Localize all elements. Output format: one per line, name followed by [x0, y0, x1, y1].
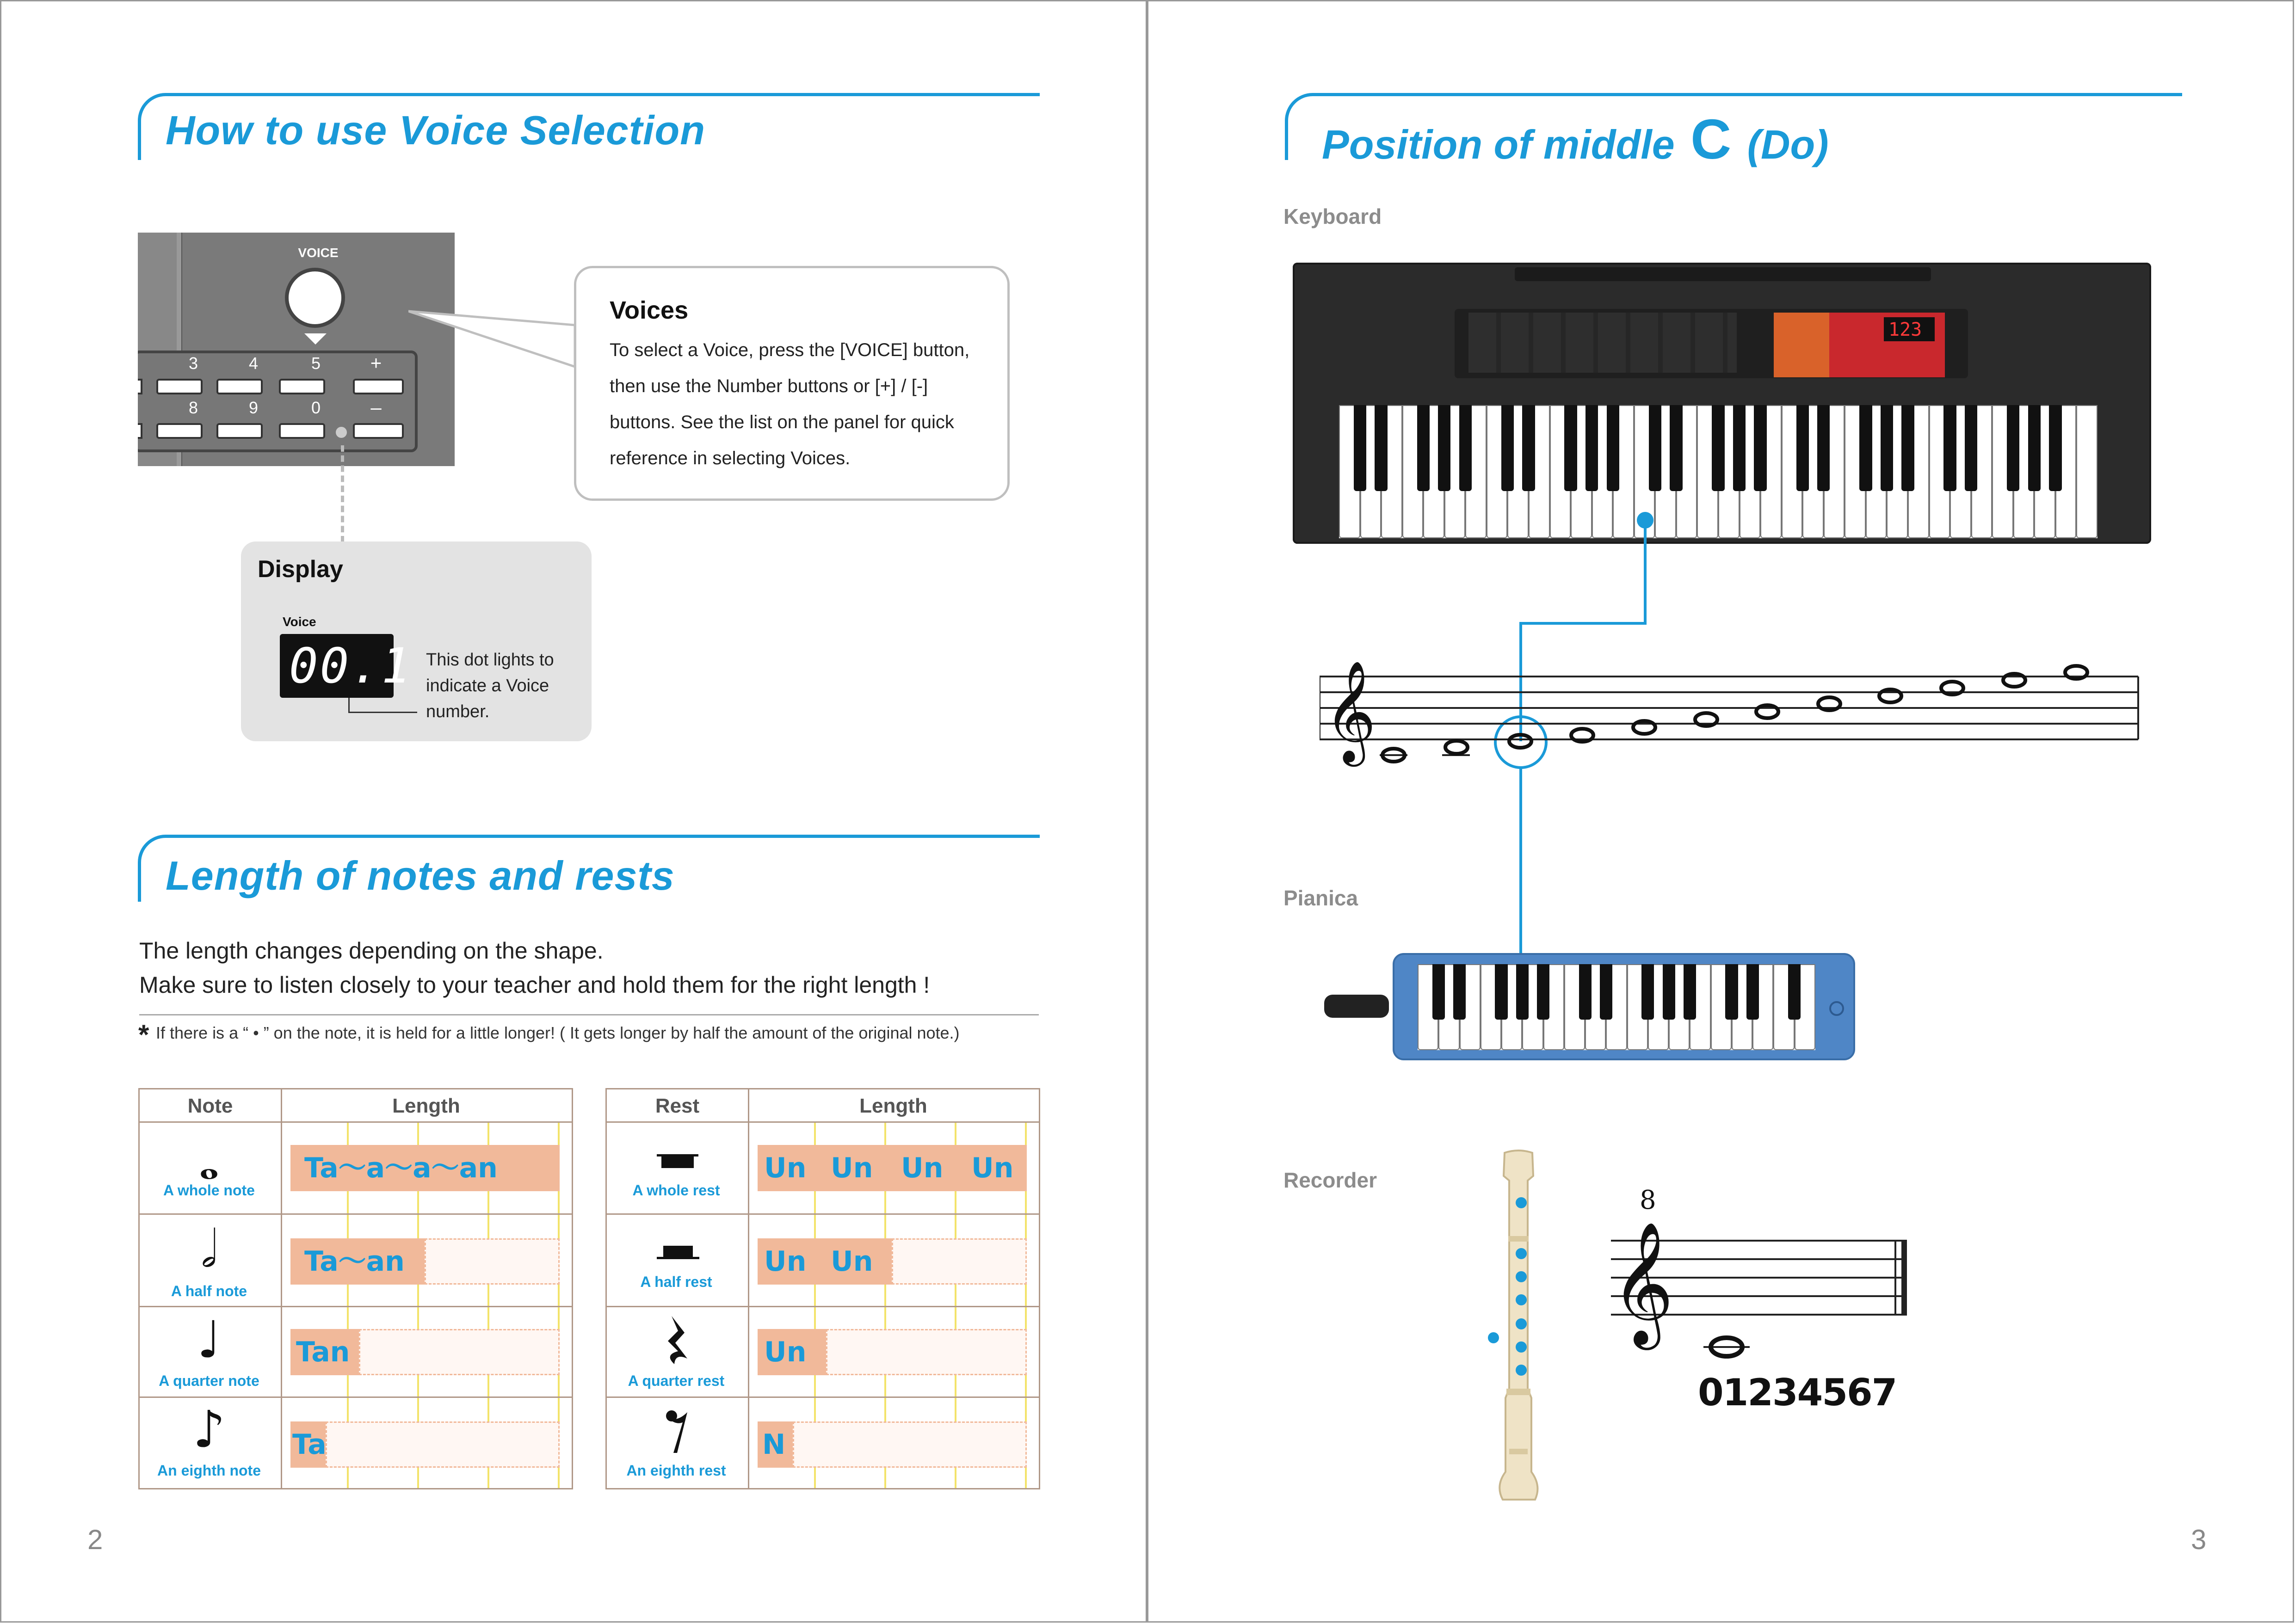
number-8-label: 8 [188, 398, 198, 417]
pianica-label: Pianica [1283, 886, 1358, 910]
number-button-2[interactable] [138, 379, 142, 394]
minus-label: – [370, 396, 382, 418]
eighth-rest-text: N [762, 1428, 786, 1461]
quarter-rest-text: Un [764, 1336, 807, 1368]
half-note-length-text: Ta〜an [304, 1245, 405, 1278]
half-rest-symbol [663, 1246, 693, 1258]
callout-pointer [408, 297, 584, 390]
number-0-label: 0 [311, 398, 321, 417]
number-button-3[interactable] [156, 379, 203, 394]
keyboard-display-digits: 123 [1888, 319, 1922, 340]
black-key [1579, 964, 1592, 1020]
plus-label: + [370, 352, 382, 374]
pianica-illustration [1393, 953, 1855, 1060]
whole-rest-text-2: Un [831, 1152, 873, 1184]
half-rest-label: A half rest [640, 1273, 712, 1290]
plus-button[interactable] [353, 379, 404, 394]
quarter-rest-symbol [661, 1314, 694, 1370]
whole-note-length-text: Ta〜a〜a〜an [304, 1152, 498, 1184]
number-9-label: 9 [248, 398, 259, 417]
treble-staff [1320, 649, 2245, 769]
number-button-9[interactable] [216, 423, 263, 439]
voices-callout [574, 266, 1010, 501]
eighth-rest-symbol [664, 1409, 692, 1455]
quarter-note-label: A quarter note [159, 1372, 259, 1389]
pianica-mouthpiece [1324, 995, 1389, 1018]
whole-rest-label: A whole rest [632, 1182, 720, 1199]
triangle-down-icon [304, 333, 327, 344]
footnote-mark: * [138, 1019, 149, 1050]
quarter-rest-label: A quarter rest [628, 1372, 725, 1389]
eighth-note-rest-space [326, 1421, 560, 1468]
number-5-label: 5 [311, 354, 321, 373]
voice-panel-illustration [138, 233, 455, 466]
display-box [241, 541, 592, 741]
black-key [1641, 964, 1654, 1020]
black-key [1663, 964, 1675, 1020]
black-key [1453, 964, 1466, 1020]
fingering-numbers: 01234567 [1698, 1371, 1897, 1414]
eighth-rest-label: An eighth rest [626, 1462, 726, 1479]
half-note-symbol: 𝅗𝅥 [201, 1219, 217, 1279]
black-key [1788, 964, 1801, 1020]
led-display [280, 634, 413, 698]
whole-note-symbol: 𝅝 [199, 1132, 219, 1191]
number-button-7[interactable] [138, 423, 142, 439]
black-key [1684, 964, 1696, 1020]
display-dot-leader [348, 698, 417, 713]
recorder-illustration [1481, 1148, 1555, 1509]
half-rest-text-1: Un [764, 1245, 807, 1278]
page-number-right: 3 [2191, 1524, 2207, 1555]
whole-rest-text-1: Un [764, 1152, 807, 1184]
whole-rest-symbol [661, 1155, 694, 1168]
octave-mark: 8 [1640, 1185, 1656, 1215]
number-4-label: 4 [248, 354, 259, 373]
voices-callout-body: To select a Voice, press the [VOICE] button, then use the Number buttons or [+] / [-] buttons. See the list on the panel for quick reference in selecting Voices. [610, 340, 970, 468]
left-page [0, 0, 1147, 1623]
whole-rest-text-3: Un [901, 1152, 944, 1184]
right-page [1147, 0, 2294, 1623]
voices-callout-title: Voices [610, 296, 689, 324]
display-voice-label: Voice [283, 615, 316, 629]
black-key [1495, 964, 1507, 1020]
intro-divider [139, 1014, 1039, 1015]
quarter-note-rest-space [359, 1329, 560, 1375]
black-key [1537, 964, 1549, 1020]
notes-col-note: Note [140, 1089, 281, 1123]
minus-button[interactable] [353, 423, 404, 439]
voice-button[interactable] [285, 268, 345, 328]
number-3-label: 3 [188, 354, 198, 373]
title-post: (Do) [1747, 122, 1829, 167]
number-button-8[interactable] [156, 423, 203, 439]
whole-note-label: A whole note [163, 1182, 255, 1199]
title-c: C [1690, 108, 1732, 171]
eighth-note-symbol: ♪ [192, 1400, 226, 1459]
pianica-keys [1418, 964, 1815, 1050]
black-key [1725, 964, 1738, 1020]
half-note-label: A half note [171, 1283, 247, 1299]
led-digits: 00.1 [289, 638, 413, 694]
display-note: This dot lights to indicate a Voice number. [426, 650, 554, 721]
voice-button-label: VOICE [298, 246, 339, 260]
intro-line-2: Make sure to listen closely to your teacher and hold them for the right length ! [139, 972, 930, 998]
page-number-left: 2 [87, 1524, 103, 1555]
recorder-label: Recorder [1283, 1168, 1377, 1192]
half-note-rest-space [425, 1238, 560, 1285]
rests-col-length: Length [748, 1089, 1039, 1123]
notes-table [138, 1088, 573, 1489]
indicator-dot [336, 427, 347, 438]
recorder-staff [1611, 1185, 1916, 1379]
eighth-rest-rest-space [793, 1421, 1027, 1468]
black-key [1432, 964, 1445, 1020]
quarter-note-symbol: ♩ [197, 1310, 221, 1369]
intro-line-1: The length changes depending on the shape. [139, 938, 604, 964]
eighth-note-label: An eighth note [157, 1462, 261, 1479]
rests-col-rest: Rest [607, 1089, 748, 1123]
treble-clef-icon: 𝄞 [1324, 660, 1376, 762]
rests-table [605, 1088, 1040, 1489]
number-button-5[interactable] [279, 379, 325, 394]
recorder-treble-clef-icon: 𝄞 [1611, 1221, 1674, 1345]
keyboard-label: Keyboard [1283, 204, 1382, 228]
display-title: Display [258, 556, 343, 583]
dashed-connector [341, 445, 344, 542]
black-key [1600, 964, 1612, 1020]
section-title-length: Length of notes and rests [166, 853, 675, 898]
eighth-note-length-text: Ta [292, 1428, 327, 1461]
section-title-voice-selection: How to use Voice Selection [166, 107, 705, 153]
half-rest-text-2: Un [831, 1245, 873, 1278]
whole-rest-text-4: Un [971, 1152, 1014, 1184]
title-pre: Position of middle [1322, 122, 1675, 167]
quarter-note-length-text: Tan [296, 1336, 350, 1368]
notes-col-length: Length [281, 1089, 572, 1123]
black-key [1746, 964, 1759, 1020]
number-button-0[interactable] [279, 423, 325, 439]
number-button-4[interactable] [216, 379, 263, 394]
half-rest-rest-space [892, 1238, 1027, 1285]
quarter-rest-rest-space [826, 1329, 1027, 1375]
black-key [1516, 964, 1529, 1020]
footnote: If there is a “ • ” on the note, it is held for a little longer! ( It gets longer by half the amount of the original note.) [156, 1023, 960, 1042]
